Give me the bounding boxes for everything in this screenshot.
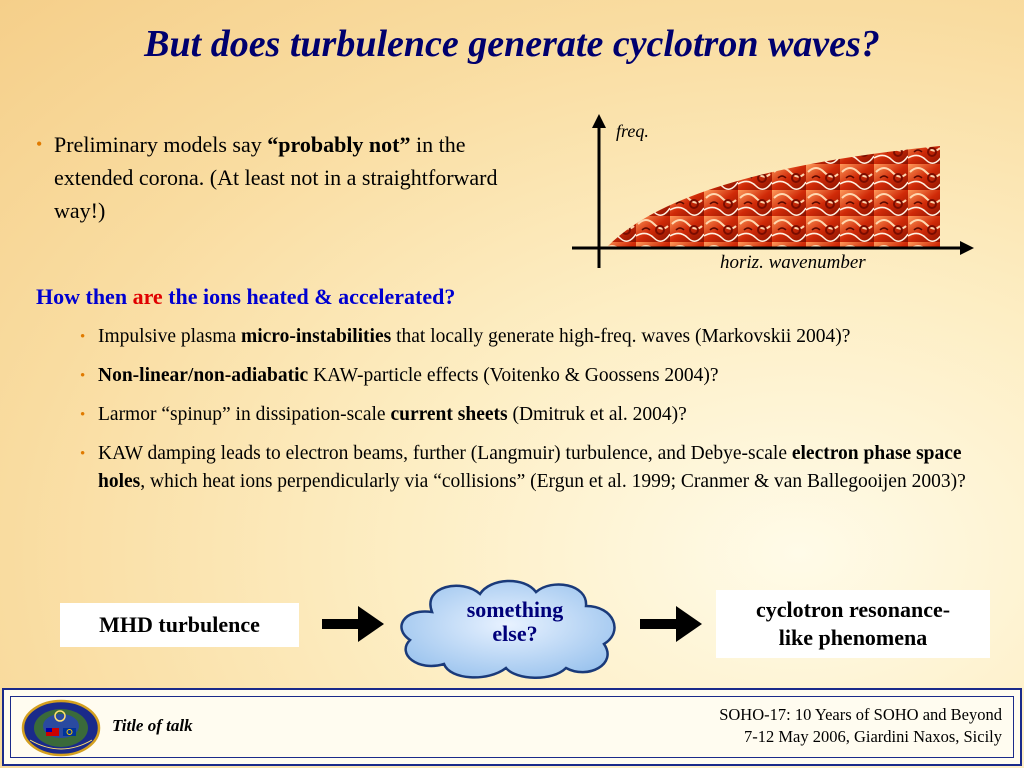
- slide-title: But does turbulence generate cyclotron waves?: [144, 23, 880, 65]
- x-axis-label: horiz. wavenumber: [720, 252, 866, 273]
- footer-talk-title: Title of talk: [112, 716, 193, 735]
- y-axis-label: freq.: [616, 121, 649, 141]
- mhd-turbulence-box: MHD turbulence: [60, 603, 299, 647]
- bullet-dot: •: [80, 368, 86, 384]
- bullet-dot: •: [80, 407, 86, 423]
- question-heading: How then are the ions heated & accelerated?: [36, 284, 456, 309]
- right-arrow-icon: [640, 606, 704, 642]
- turbulence-region: [606, 146, 940, 248]
- intro-bullet: [36, 128, 536, 227]
- list-item: • Larmor “spinup” in dissipation-scale current sheets (Dmitruk et al. 2004)?: [80, 401, 980, 429]
- bullet-dot: •: [80, 446, 86, 462]
- bullet-dot: •: [36, 134, 43, 154]
- x-axis-arrowhead: [960, 241, 974, 255]
- list-item: • Non-linear/non-adiabatic KAW-particle effects (Voitenko & Goossens 2004)?: [80, 362, 980, 390]
- right-arrow-icon: [322, 606, 386, 642]
- bullet-dot: •: [80, 329, 86, 345]
- list-item: • Impulsive plasma micro-instabilities that locally generate high-freq. waves (Markovskii 2004)?: [80, 323, 980, 351]
- y-axis-arrowhead: [592, 114, 606, 128]
- soho-uvcs-logo-icon: [20, 698, 102, 758]
- intro-text: Preliminary models say “probably not” in the extended corona. (At least not in a straightforward way!): [54, 132, 498, 223]
- cyclotron-phenomena-box: cyclotron resonance- like phenomena: [716, 590, 990, 658]
- bullet-list: [80, 323, 980, 507]
- list-item: • KAW damping leads to electron beams, further (Langmuir) turbulence, and Debye-scale electron phase space holes, which heat ions perpendicularly via “collisions” (Ergun et al. 1999; Cranmer & van Ballegooijen 2003)?: [80, 440, 980, 496]
- cloud-text: something else?: [466, 597, 564, 646]
- footer-conference-info: SOHO-17: 10 Years of SOHO and Beyond 7-12 May 2006, Giardini Naxos, Sicily: [719, 705, 1002, 746]
